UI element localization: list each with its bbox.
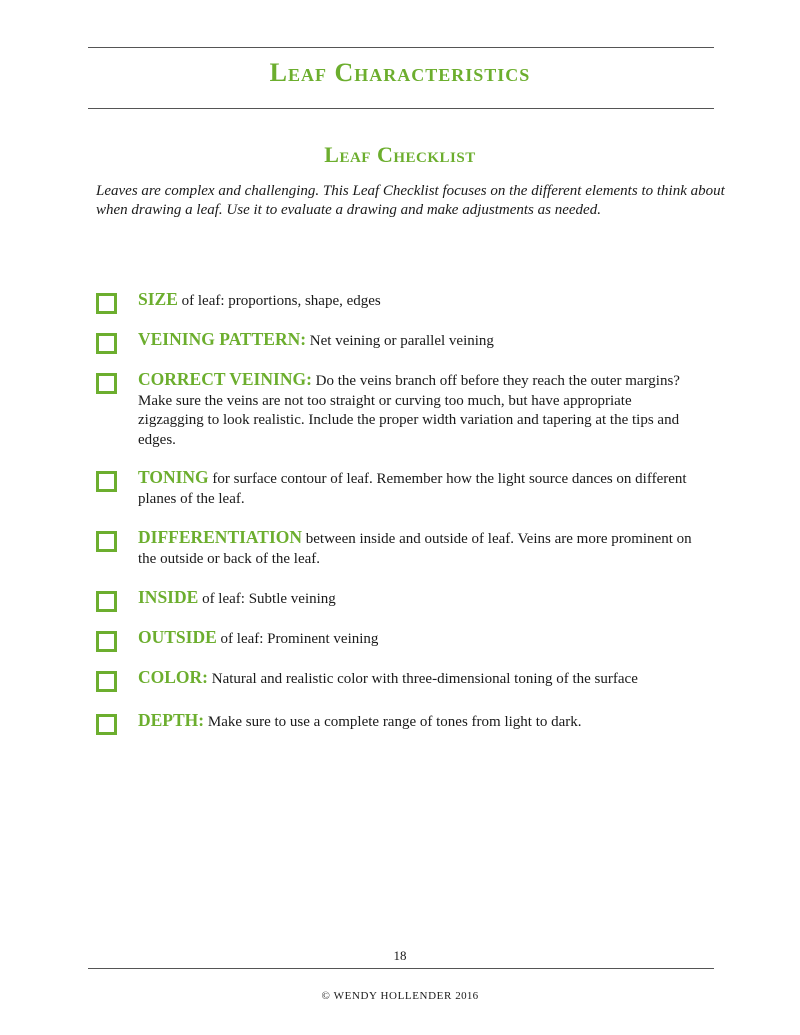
checklist-term: SIZE: [138, 289, 178, 309]
checklist-item-text: [138, 528, 698, 569]
checkbox-icon[interactable]: [96, 631, 117, 652]
checklist-term: DEPTH:: [138, 710, 205, 730]
checklist-item-text: [138, 628, 698, 650]
checklist-item-text: [138, 468, 698, 509]
checkbox-icon[interactable]: [96, 714, 117, 735]
copyright-name: © WENDY HOLLENDER: [321, 990, 452, 1002]
checklist-item-text: [138, 668, 698, 690]
copyright-year: 2016: [455, 990, 479, 1002]
checkbox-icon[interactable]: [96, 373, 117, 394]
copyright-notice: [0, 990, 800, 1002]
checklist-term: CORRECT VEINING:: [138, 369, 312, 389]
checklist-item-text: [138, 330, 698, 352]
checklist-description: Net veining or parallel veining: [306, 333, 494, 349]
checklist-description: Make sure to use a complete range of tones from light to dark.: [204, 714, 582, 730]
checklist-description: of leaf: proportions, shape, edges: [177, 293, 381, 309]
checkbox-icon[interactable]: [96, 333, 117, 354]
checklist-description: between inside and outside of leaf. Veins are more prominent on the outside or back of the leaf.: [138, 531, 692, 567]
checklist-description: of leaf: Prominent veining: [216, 631, 379, 647]
checklist-item-text: [138, 588, 698, 610]
checklist-description: of leaf: Subtle veining: [198, 591, 336, 607]
checkbox-icon[interactable]: [96, 671, 117, 692]
title-divider: [88, 108, 714, 109]
intro-paragraph: Leaves are complex and challenging. This Leaf Checklist focuses on the different elements to think about when drawing a leaf. Use it to evaluate a drawing and make adjustments as needed.: [96, 183, 725, 218]
section-title: Leaf Checklist: [324, 142, 476, 167]
checkbox-icon[interactable]: [96, 471, 117, 492]
checklist-description: for surface contour of leaf. Remember how the light source dances on different planes of the leaf.: [138, 471, 687, 507]
checklist-term: VEINING PATTERN:: [138, 329, 307, 349]
page-title: Leaf Characteristics: [269, 58, 531, 87]
checklist-term: TONING: [138, 467, 209, 487]
checklist-term: COLOR:: [138, 667, 208, 687]
footer-divider: [88, 968, 714, 969]
checklist-description: Do the veins branch off before they reach the outer margins? Make sure the veins are not too straight or curving too much, but have appropriate zigzagging to look realistic. Include the proper width variation and tapering at the tips and edges.: [138, 373, 680, 448]
checklist-description: Natural and realistic color with three-dimensional toning of the surface: [208, 671, 638, 687]
checklist-term: OUTSIDE: [138, 627, 217, 647]
checkbox-icon[interactable]: [96, 531, 117, 552]
checklist-term: INSIDE: [138, 587, 199, 607]
checklist-item-text: [138, 711, 698, 733]
checklist-term: DIFFERENTIATION: [138, 527, 303, 547]
top-divider: [88, 47, 714, 48]
checkbox-icon[interactable]: [96, 591, 117, 612]
checkbox-icon[interactable]: [96, 293, 117, 314]
checklist-item-text: [138, 370, 698, 450]
checklist-item-text: [138, 290, 698, 312]
page-number: 18: [393, 948, 407, 963]
